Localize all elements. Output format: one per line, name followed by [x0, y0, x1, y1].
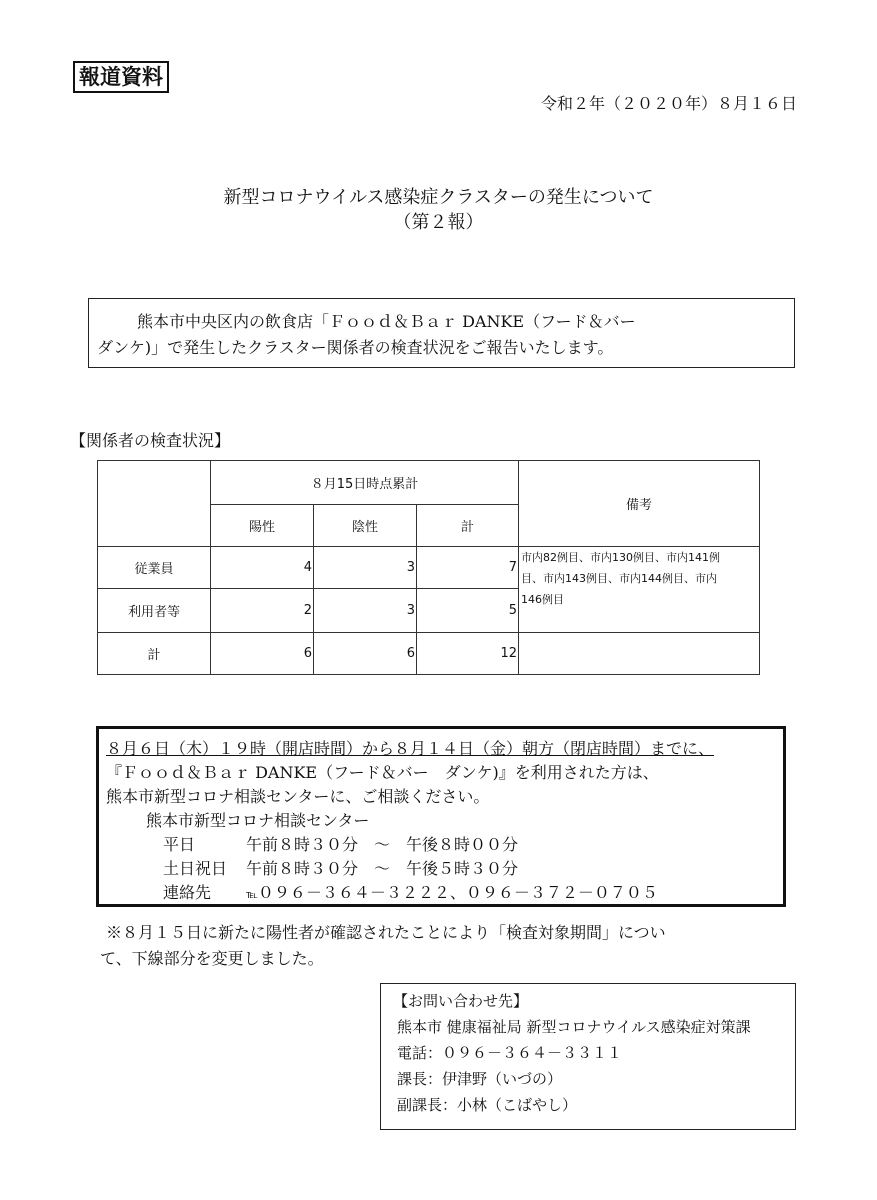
hours-weekend — [106, 857, 783, 881]
hours-time: 午前８時３０分 ～ 午後５時３０分 — [246, 859, 519, 878]
cell-positive: 6 — [211, 633, 314, 675]
cell-total: 5 — [417, 589, 519, 633]
group-header: ８月15日時点累計 — [211, 461, 519, 505]
remarks-cell — [519, 547, 760, 633]
notice-store-line: 『Ｆｏｏｄ＆Ｂａｒ DANKE（フード＆バー ダンケ)』を利用された方は、 — [106, 763, 659, 782]
summary-box — [88, 298, 795, 368]
contact-department: 熊本市 健康福祉局 新型コロナウイルス感染症対策課 — [397, 1018, 751, 1036]
remark-line: 146例目 — [521, 593, 564, 606]
contact-chief: 課長：伊津野（いづの） — [397, 1070, 563, 1088]
table-row — [98, 547, 760, 589]
column-header-positive: 陽性 — [211, 505, 314, 547]
hours-weekday — [106, 833, 783, 857]
table-corner-cell — [98, 461, 211, 547]
remarks-header: 備考 — [519, 461, 760, 547]
notice-period-line: ８月６日（木）１９時（開店時間）から８月１４日（金）朝方（閉店時間）までに、 — [106, 739, 715, 758]
cell-positive: 2 — [211, 589, 314, 633]
center-name: 熊本市新型コロナ相談センター — [146, 811, 370, 830]
remarks-empty-cell — [519, 633, 760, 675]
table-total-row — [98, 633, 760, 675]
note-line-2: て、下線部分を変更しました。 — [100, 949, 324, 968]
tel-numbers: ０９６－３６４－３２２２、０９６－３７２－０７０５ — [257, 883, 658, 902]
row-label: 利用者等 — [98, 589, 211, 633]
cell-total: 7 — [417, 547, 519, 589]
cell-negative: 3 — [314, 547, 417, 589]
contact-deputy: 副課長：小林（こばやし） — [397, 1096, 578, 1114]
column-header-negative: 陰性 — [314, 505, 417, 547]
summary-line-2: ダンケ)」で発生したクラスター関係者の検査状況をご報告いたします。 — [97, 338, 614, 357]
contact-phone: 電話：０９６－３６４－３３１１ — [397, 1044, 623, 1062]
summary-line-1: 熊本市中央区内の飲食店「Ｆｏｏｄ＆Ｂａｒ DANKE（フード＆バー — [137, 312, 636, 331]
note-line-1: ※８月１５日に新たに陽性者が確認されたことにより「検査対象期間」につい — [106, 923, 666, 942]
section-title: 【関係者の検査状況】 — [70, 431, 231, 450]
cell-negative: 6 — [314, 633, 417, 675]
contact-label: 連絡先 — [163, 883, 212, 902]
contact-phone-line — [106, 881, 783, 907]
remark-line: 目、市内143例目、市内144例目、市内 — [521, 572, 717, 585]
page-title: 新型コロナウイルス感染症クラスターの発生について — [223, 187, 654, 208]
cell-total: 12 — [417, 633, 519, 675]
hours-label: 土日祝日 — [163, 859, 228, 878]
press-release-stamp: 報道資料 — [73, 61, 169, 93]
hours-label: 平日 — [163, 835, 196, 854]
inquiry-contact-box — [380, 983, 796, 1130]
cell-negative: 3 — [314, 589, 417, 633]
remark-line: 市内82例目、市内130例目、市内141例 — [521, 551, 720, 564]
cell-positive: 4 — [211, 547, 314, 589]
row-label: 計 — [98, 633, 211, 675]
change-note — [100, 920, 756, 972]
page-subtitle: （第２報） — [393, 212, 484, 233]
tel-prefix: ℡ — [246, 888, 258, 901]
column-header-total: 計 — [417, 505, 519, 547]
row-label: 従業員 — [98, 547, 211, 589]
test-status-table — [97, 460, 760, 675]
notice-consult-line: 熊本市新型コロナ相談センターに、ご相談ください。 — [106, 787, 490, 806]
consultation-notice-box — [96, 726, 786, 907]
contact-heading: 【お問い合わせ先】 — [393, 992, 529, 1010]
release-date: 令和２年（２０２０年）８月１６日 — [540, 94, 797, 113]
hours-time: 午前８時３０分 ～ 午後８時００分 — [246, 835, 519, 854]
table-header-row — [98, 461, 760, 505]
